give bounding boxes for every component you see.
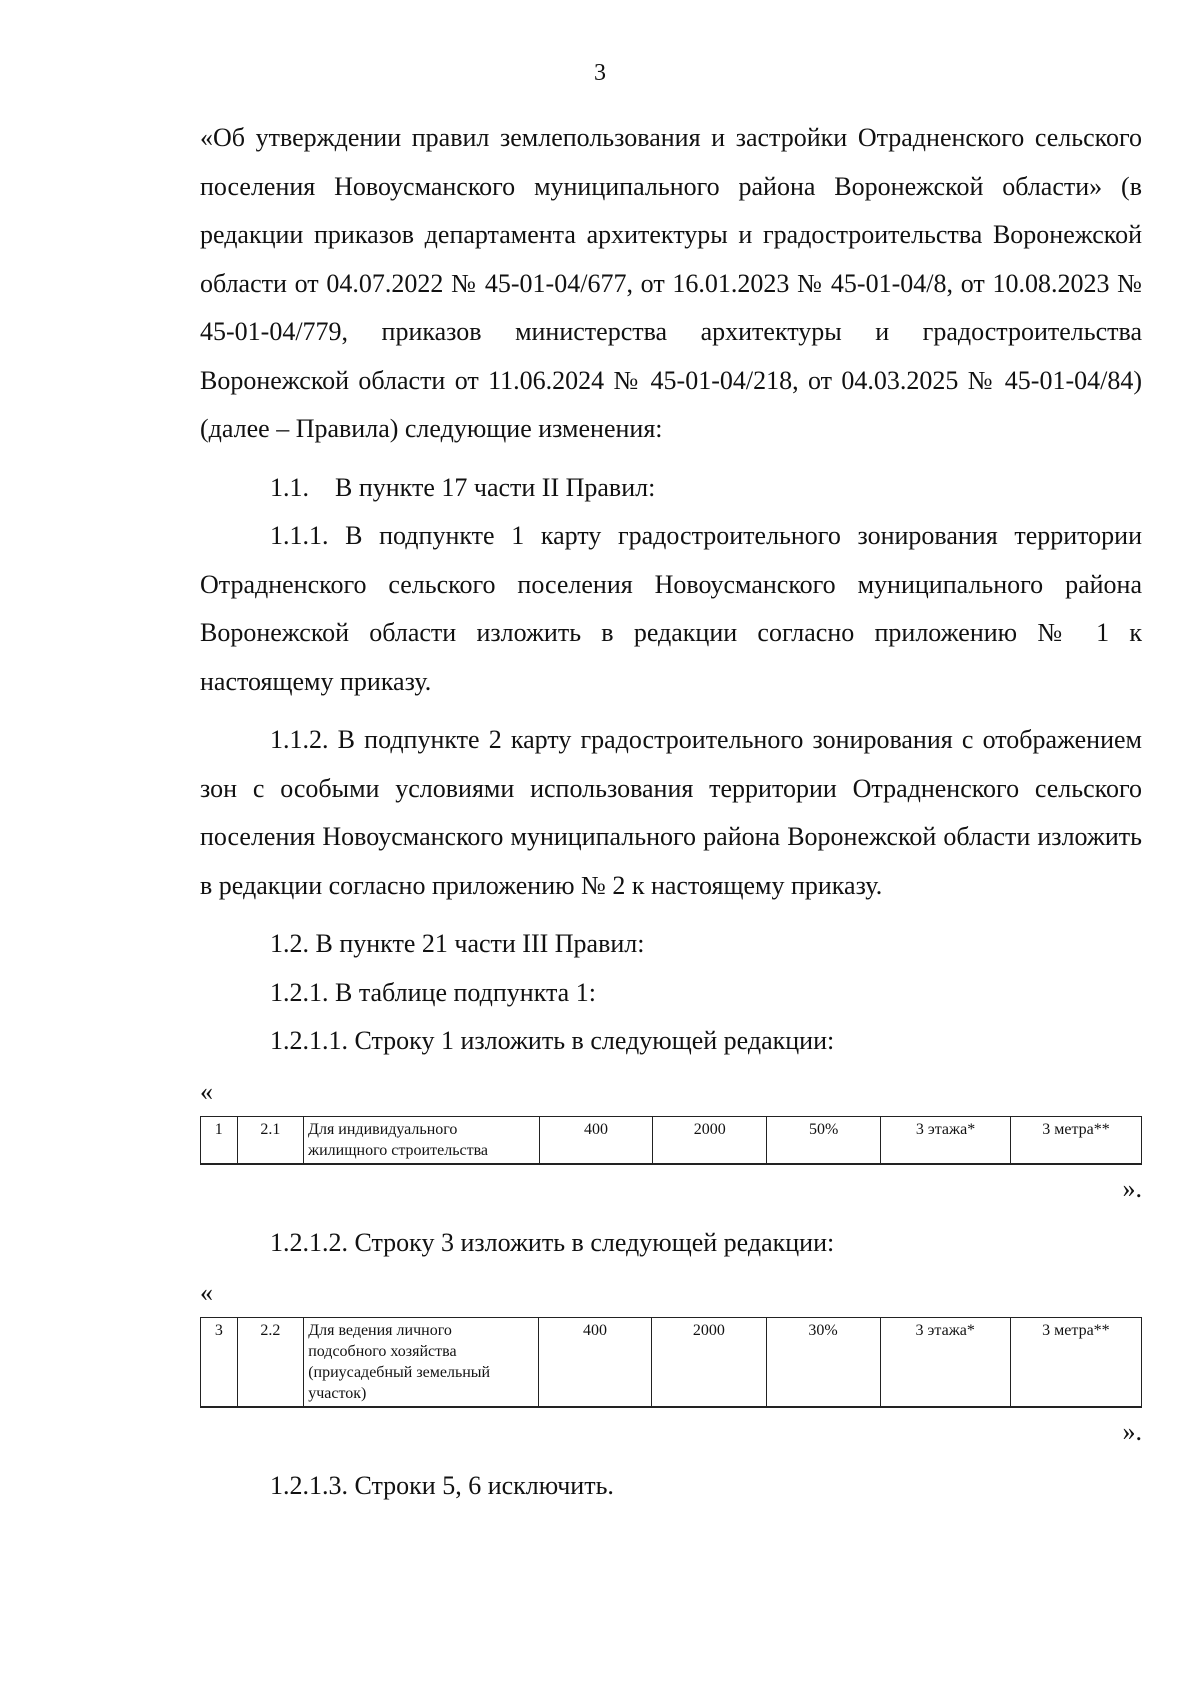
table-row-1 (200, 1116, 1142, 1165)
item-1-1-2: 1.1.2. В подпункте 2 карту градостроительного зонирования с отображением зон с особыми условиями использования территории Отрадненского сельского поселения Новоусманского муниципального района Воронежской области изложить в редакции согласно приложению № 2 к настоящему приказу. (200, 725, 1142, 900)
cell-percent: 50% (767, 1116, 881, 1164)
quote-open-1: « (200, 1076, 213, 1106)
quote-open-2: « (200, 1278, 213, 1307)
item-1-2-1-3: 1.2.1.3. Строки 5, 6 исключить. (270, 1471, 614, 1500)
cell-max-area: 2000 (652, 1318, 766, 1408)
document-body (200, 114, 1142, 1511)
cell-min-area: 400 (539, 1116, 652, 1164)
quote-close-1: ». (1122, 1173, 1142, 1203)
cell-setback: 3 метра** (1011, 1116, 1142, 1164)
cell-num: 1 (201, 1116, 238, 1164)
cell-name: Для ведения личного подсобного хозяйства (приусадебный земельный участок) (304, 1318, 539, 1408)
table-row (201, 1318, 1142, 1408)
intro-paragraph: «Об утверждении правил землепользования и застройки Отрадненского сельского поселения Новоусманского муниципального района Воронежской области» (в редакции приказов департамента архитектуры и градостроительства Воронежской области от 04.07.2022 № 45-01-04/677, от 16.01.2023 № 45-01-04/8, от 10.08.2023 № 45-01-04/779, приказов министерства архитектуры и градостроительства Воронежской области от 11.06.2024 № 45-01-04/218, от 04.03.2025 № 45-01-04/84) (далее – Правила) следующие изменения: (200, 123, 1142, 443)
table-row (201, 1116, 1142, 1164)
cell-min-area: 400 (538, 1318, 651, 1408)
item-1-2: 1.2. В пункте 21 части III Правил: (270, 929, 645, 958)
cell-percent: 30% (766, 1318, 880, 1408)
cell-floors: 3 этажа* (880, 1318, 1010, 1408)
cell-name: Для индивидуального жилищного строительства (304, 1116, 540, 1164)
item-1-1-1: 1.1.1. В подпункте 1 карту градостроительного зонирования территории Отрадненского сельского поселения Новоусманского муниципального района Воронежской области изложить в редакции согласно приложению № 1 к настоящему приказу. (200, 521, 1142, 696)
item-1-2-1-2: 1.2.1.2. Строку 3 изложить в следующей редакции: (270, 1227, 835, 1257)
table-row-3 (200, 1317, 1142, 1408)
cell-floors: 3 этажа* (881, 1116, 1011, 1164)
cell-code: 2.1 (237, 1116, 303, 1164)
cell-num: 3 (201, 1318, 238, 1408)
cell-code: 2.2 (237, 1318, 304, 1408)
cell-setback: 3 метра** (1010, 1318, 1141, 1408)
cell-max-area: 2000 (653, 1116, 767, 1164)
page-number: 3 (594, 60, 606, 86)
item-1-2-1-1: 1.2.1.1. Строку 1 изложить в следующей редакции: (270, 1026, 835, 1055)
quote-close-2: ». (1122, 1417, 1142, 1446)
item-1-2-1: 1.2.1. В таблице подпункта 1: (270, 977, 596, 1007)
item-1-1: 1.1. В пункте 17 части II Правил: (270, 472, 656, 502)
